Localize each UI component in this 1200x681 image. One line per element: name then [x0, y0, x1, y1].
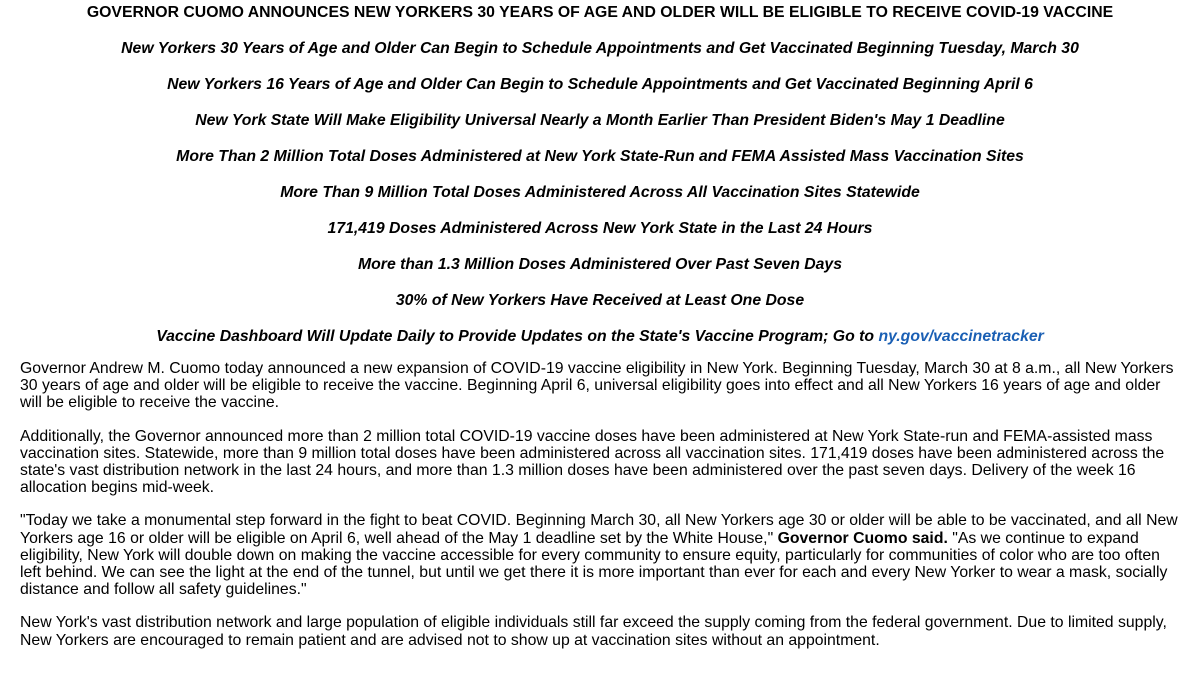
- subheads-list: [20, 23, 1180, 347]
- headline: GOVERNOR CUOMO ANNOUNCES NEW YORKERS 30 YEARS OF AGE AND OLDER WILL BE ELIGIBLE TO RECEIVE COVID-19 VACCINE: [86, 4, 1114, 21]
- body-paragraph: Additionally, the Governor announced more than 2 million total COVID-19 vaccine doses have been administered at New York State-run and FEMA-assisted mass vaccination sites. Statewide, more than 9 million total doses have been administered across all vaccination sites. 171,419 doses have been administered across the state's vast distribution network in the last 24 hours, and more than 1.3 million doses have been administered over the past seven days. Delivery of the week 16 allocation begins mid-week.: [20, 427, 1165, 497]
- body-paragraph: Governor Andrew M. Cuomo today announced a new expansion of COVID-19 vaccine eligibility in New York. Beginning Tuesday, March 30 at 8 a.m., all New Yorkers 30 years of age and older will be eligible to receive the vaccine. Beginning April 6, universal eligibility goes into effect and all New Yorkers 16 years of age and older will be eligible to receive the vaccine.: [20, 360, 1174, 412]
- subhead: New Yorkers 30 Years of Age and Older Can Begin to Schedule Appointments and Get Vaccinated Beginning Tuesday, March 30: [121, 40, 1079, 57]
- quote-paragraph: [20, 512, 1180, 598]
- speaker-attribution: Governor Cuomo said.: [777, 529, 948, 547]
- subhead: More Than 2 Million Total Doses Administered at New York State-Run and FEMA Assisted Mass Vaccination Sites: [176, 148, 1024, 165]
- vaccine-tracker-link[interactable]: ny.gov/vaccinetracker: [878, 328, 1044, 345]
- subhead: New Yorkers 16 Years of Age and Older Can Begin to Schedule Appointments and Get Vaccinated Beginning April 6: [167, 76, 1033, 93]
- subhead: More Than 9 Million Total Doses Administered Across All Vaccination Sites Statewide: [280, 184, 920, 201]
- subhead: 171,419 Doses Administered Across New York State in the Last 24 Hours: [327, 220, 873, 237]
- dashboard-subhead-text: Vaccine Dashboard Will Update Daily to Provide Updates on the State's Vaccine Program; Go to: [156, 328, 879, 345]
- subhead: New York State Will Make Eligibility Universal Nearly a Month Earlier Than President Biden's May 1 Deadline: [195, 112, 1005, 129]
- subhead: 30% of New Yorkers Have Received at Least One Dose: [395, 292, 805, 309]
- quote-end: "As we continue to expand eligibility, New York will double down on making the vaccine accessible for every community to ensure equity, particularly for communities of color who are too often left behind. We can see the light at the end of the tunnel, but until we get there it is more important than ever for each and every New Yorker to wear a mask, socially distance and follow all safety guidelines.": [20, 529, 1168, 599]
- subhead: More than 1.3 Million Doses Administered Over Past Seven Days: [357, 256, 842, 273]
- body-paragraph: New York's vast distribution network and large population of eligible individuals still far exceed the supply coming from the federal government. Due to limited supply, New Yorkers are encouraged to remain patient and are advised not to show up at vaccination sites without an appointment.: [20, 614, 1167, 649]
- dashboard-subhead: [20, 311, 1180, 347]
- quote-start: "Today we take a monumental step forward in the fight to beat COVID. Beginning March 30, all New Yorkers age 30 or older will be able to be vaccinated, and all New Yorkers age 16 or older will be eligible on April 6, well ahead of the May 1 deadline set by the White House,": [20, 512, 1178, 547]
